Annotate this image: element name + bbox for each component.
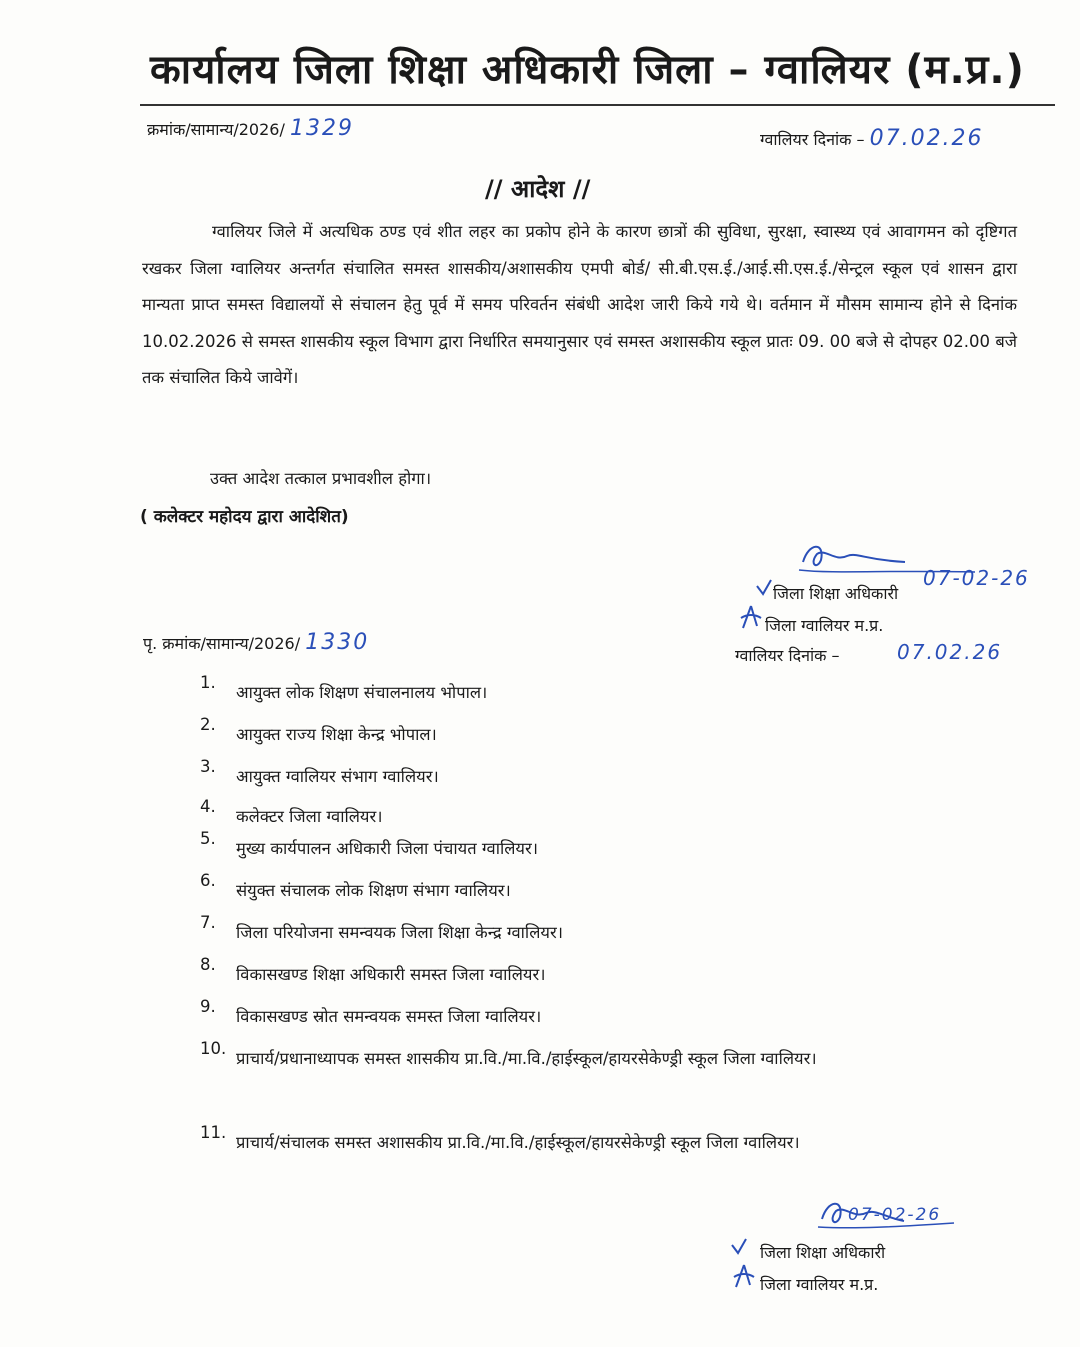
endorsement-handwritten-number: 1330 [305, 630, 370, 655]
order-reference-number [147, 116, 354, 141]
order-body [142, 214, 1017, 397]
recipient-item [200, 955, 990, 995]
signature2-designation: जिला शिक्षा अधिकारी [760, 1243, 886, 1262]
initial-mark-icon [739, 604, 761, 630]
recipient-number: 3. [200, 757, 216, 776]
signature-scribble-icon [795, 540, 915, 580]
recipient-item [200, 829, 990, 869]
recipient-number: 9. [200, 997, 216, 1016]
recipient-text: आयुक्त ग्वालियर संभाग ग्वालियर। [236, 767, 439, 786]
recipient-item [200, 913, 990, 953]
recipient-number: 7. [200, 913, 216, 932]
signature-block-2 [730, 1195, 1030, 1305]
recipient-number: 11. [200, 1123, 227, 1142]
endorsement-reference [143, 630, 369, 655]
recipient-number: 10. [200, 1039, 227, 1058]
recipient-item [200, 757, 990, 797]
recipient-item [200, 997, 990, 1037]
tick-mark-icon [755, 578, 775, 598]
recipient-number: 8. [200, 955, 216, 974]
recipient-text: संयुक्त संचालक लोक शिक्षण संभाग ग्वालियर। [236, 881, 511, 900]
recipient-text: विकासखण्ड स्रोत समन्वयक समस्त जिला ग्वालियर। [236, 1007, 542, 1026]
signature1-date-label: ग्वालियर दिनांक – [735, 646, 840, 665]
office-title: कार्यालय जिला शिक्षा अधिकारी जिला – ग्वालियर (म.प्र.) [150, 47, 1025, 93]
signature2-district: जिला ग्वालियर म.प्र. [760, 1275, 879, 1294]
recipient-text: आयुक्त लोक शिक्षण संचालनालय भोपाल। [236, 683, 488, 702]
recipient-text: आयुक्त राज्य शिक्षा केन्द्र भोपाल। [236, 725, 437, 744]
recipient-number: 2. [200, 715, 216, 734]
signature1-district: जिला ग्वालियर म.प्र. [765, 616, 884, 635]
header-divider [140, 104, 1055, 106]
recipient-item [200, 715, 990, 755]
signature-block-1 [735, 540, 1055, 670]
endorsement-label: पृ. क्रमांक/सामान्य/2026/ [143, 634, 301, 653]
order-date [760, 126, 984, 151]
tick-mark-icon [730, 1237, 750, 1257]
signature2-handwritten-date: 07-02-26 [848, 1205, 942, 1225]
order-heading: // आदेश // [485, 175, 591, 203]
recipient-text: प्राचार्य/संचालक समस्त अशासकीय प्रा.वि./मा.वि./हाईस्कूल/हायरसेकेण्ड्री स्कूल जिला ग्वालियर। [236, 1133, 800, 1152]
authorized-by: ( कलेक्टर महोदय द्वारा आदेशित) [140, 507, 349, 527]
recipient-text: प्राचार्य/प्रधानाध्यापक समस्त शासकीय प्रा.वि./मा.वि./हाईस्कूल/हायरसेकेण्ड्री स्कूल जिला ग्वालियर। [236, 1049, 817, 1068]
recipient-number: 1. [200, 673, 216, 692]
order-paragraph: ग्वालियर जिले में अत्यधिक ठण्ड एवं शीत लहर का प्रकोप होने के कारण छात्रों की सुविधा, सुरक्षा, स्वास्थ्य एवं आवागमन को दृष्टिगत रखकर जिला ग्वालियर अन्तर्गत संचालित समस्त शासकीय/अशासकीय एमपी बोर्ड/ सी.बी.एस.ई./आई.सी.एस.ई./सेन्ट्रल स्कूल एवं शासन द्वारा मान्यता प्राप्त समस्त विद्यालयों से संचालन हेतु पूर्व में समय परिवर्तन संबंधी आदेश जारी किये गये थे। वर्तमान में मौसम सामान्य होने से दिनांक 10.02.2026 से समस्त शासकीय स्कूल विभाग द्वारा निर्धारित समयानुसार एवं समस्त अशासकीय स्कूल प्रातः 09. 00 बजे से दोपहर 02.00 बजे तक संचालित किये जावेगें। [142, 222, 1017, 387]
date-handwritten: 07.02.26 [869, 126, 984, 151]
signature1-handwritten-date: 07-02-26 [923, 566, 1030, 590]
recipient-item [200, 1039, 990, 1079]
recipient-number: 4. [200, 797, 216, 816]
initial-mark-icon [732, 1263, 756, 1289]
signature1-handwritten-date-2: 07.02.26 [897, 640, 1003, 664]
recipient-number: 5. [200, 829, 216, 848]
recipient-text: जिला परियोजना समन्वयक जिला शिक्षा केन्द्र ग्वालियर। [236, 923, 563, 942]
date-label: ग्वालियर दिनांक – [760, 130, 865, 149]
recipient-text: कलेक्टर जिला ग्वालियर। [236, 807, 383, 826]
recipient-item [200, 871, 990, 911]
recipient-item [200, 1123, 990, 1163]
reference-handwritten-number: 1329 [289, 116, 354, 141]
order-effect-text: उक्त आदेश तत्काल प्रभावशील होगा। [210, 469, 432, 488]
reference-label: क्रमांक/सामान्य/2026/ [147, 120, 285, 139]
signature1-designation: जिला शिक्षा अधिकारी [773, 584, 899, 603]
recipient-number: 6. [200, 871, 216, 890]
recipient-text: मुख्य कार्यपालन अधिकारी जिला पंचायत ग्वालियर। [236, 839, 539, 858]
recipient-text: विकासखण्ड शिक्षा अधिकारी समस्त जिला ग्वालियर। [236, 965, 546, 984]
recipient-item [200, 673, 990, 713]
